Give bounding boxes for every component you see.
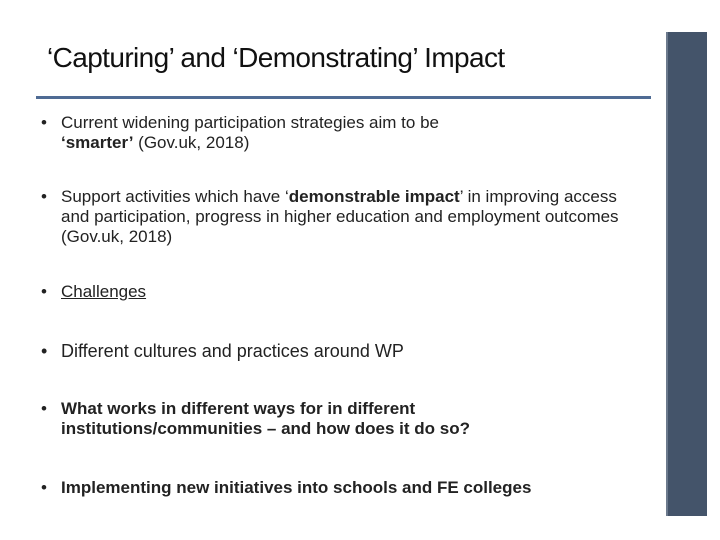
bullet-item-what-works xyxy=(41,399,641,439)
bullet-item-challenges xyxy=(41,282,641,302)
bullet-text: What works in different ways for in different institutions/communities – and how does it do so? xyxy=(61,399,470,438)
bullet-dot: • xyxy=(41,478,47,497)
bullet-item-strategies xyxy=(41,113,641,153)
bullet-text: Different cultures and practices around WP xyxy=(61,341,404,361)
bullet-dot: • xyxy=(41,341,48,361)
bullet-dot: • xyxy=(41,282,47,301)
bullet-item-implementing xyxy=(41,478,641,498)
bullet-dot: • xyxy=(41,187,47,206)
bullet-text-part: ’ in improving access and participation, progress in higher education and employment outcomes (Gov.uk, 2018) xyxy=(61,187,619,246)
bullet-text xyxy=(61,187,641,247)
bullet-text: Implementing new initiatives into schools and FE colleges xyxy=(61,478,532,497)
bullet-text xyxy=(61,113,501,153)
bullet-text-part: Current widening participation strategies aim to be xyxy=(61,113,439,132)
bullet-text-part: Support activities which have ‘ xyxy=(61,187,289,206)
bullet-text: Challenges xyxy=(61,282,147,301)
bullet-text-part: (Gov.uk, 2018) xyxy=(133,133,250,152)
bullet-text-bold: ‘smarter’ xyxy=(61,133,134,152)
bullet-text-bold: demonstrable impact xyxy=(288,187,460,206)
bullet-dot: • xyxy=(41,113,47,132)
bullet-dot: • xyxy=(41,399,47,418)
bullet-item-cultures xyxy=(41,341,641,361)
slide-title: ‘Capturing’ and ‘Demonstrating’ Impact xyxy=(47,42,505,73)
bullet-item-activities xyxy=(41,187,641,247)
